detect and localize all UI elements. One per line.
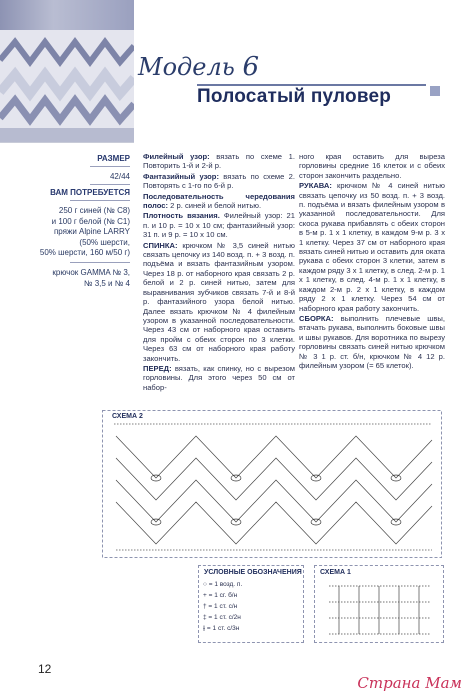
paragraph-text: вязать, как спинку, но с вырезом горловины. Для этого через 50 см от набор- (143, 363, 295, 392)
material-line: (50% шерсти, (79, 237, 130, 247)
chain-symbol-icon: ○ (203, 581, 209, 588)
hook-list (14, 268, 130, 289)
legend-item: ‡ = 1 ст. с/2н (203, 614, 241, 621)
dtr-symbol-icon: ⫲ (203, 625, 207, 632)
legend-title: УСЛОВНЫЕ ОБОЗНАЧЕНИЯ (204, 569, 302, 576)
paragraph-text: ного края оставить для выреза горловины средние 16 клеток и с обеих сторон закончить раздельно. (299, 152, 445, 180)
model-number: 6 (242, 52, 259, 82)
paragraph (143, 152, 295, 171)
scheme-2-diagram (102, 406, 442, 558)
paragraph-lead: Фантазийный узор: (143, 171, 219, 181)
paragraph-lead: СБОРКА: (299, 313, 334, 323)
pattern-photo (0, 0, 134, 142)
material-line: 50% шерсти, 160 м/50 г) (39, 248, 130, 257)
watermark-logo: Страна Мам (357, 674, 462, 692)
size-divider (90, 166, 130, 167)
paragraph (299, 152, 445, 180)
photo-divider (0, 142, 134, 143)
page-number: 12 (38, 662, 52, 676)
hook-line: крючок GAMMA № 3, (52, 268, 130, 277)
paragraph (143, 211, 295, 239)
paragraph-text: вязать по схеме 1. Повторить 1-й и 2-й р. (143, 152, 295, 171)
paragraph-text: крючком № 3,5 синей нитью связать цепочку из 140 возд. п. + 3 возд. п. подъёма и вязать фантазийным узором. Через 18 р. от наборного края связать 2 р. белой и 2 р. синей нитью, затем для выравнивания зубчиков связать 7-й и 8-й р. фантазийного узора белой нитью. Далее вязать крючком № 4 филейным узором в указанной последовательности. Через 43 см от наборного края оставить для пройм с обеих сторон по 3 клетки. Через 63 см от наборного края работу закончить. (143, 240, 295, 363)
paragraph-text: выполнить плечевые швы, втачать рукава, выполнить боковые швы и швы рукавов. Для воротника по вырезу горловины связать синей нитью крючком № 3 1 р. ст. б/н, крючком № 4 12 р. филейным узором (= 65 клеток). (299, 313, 445, 370)
need-divider-top (90, 184, 130, 185)
paragraph-lead: ПЕРЕД: (143, 363, 172, 373)
scheme-1-diagram (315, 566, 443, 642)
page-title: Полосатый пуловер (197, 86, 392, 107)
paragraph-lead: СПИНКА: (143, 240, 178, 250)
hook-divider (70, 262, 130, 263)
need-divider (70, 200, 130, 201)
instructions-column-1 (143, 152, 295, 393)
size-section (14, 154, 130, 165)
legend-item: † = 1 ст. с/н (203, 603, 238, 610)
model-word: Модель (138, 53, 235, 81)
paragraph (143, 192, 295, 211)
size-value: 42/44 (109, 172, 130, 181)
paragraph (143, 241, 295, 363)
material-line: пряжи Alpine LARRY (53, 227, 130, 236)
paragraph (143, 364, 295, 392)
legend-item: ⫲ = 1 ст. с/3н (203, 625, 240, 632)
paragraph-lead: Филейный узор: (143, 152, 210, 161)
paragraph (299, 314, 445, 370)
scheme-2-label: СХЕМА 2 (112, 413, 143, 420)
size-heading: РАЗМЕР (97, 154, 130, 163)
material-line: и 100 г белой (№ C1) (51, 216, 130, 226)
paragraph-text: Филейный узор: 21 п. и 10 р. = 10 х 10 см; фантазийный узор: 31 п. и 9 р. = 10 х 10 см. (143, 211, 295, 240)
material-line: 250 г синей (№ C8) (58, 206, 130, 215)
scheme-1-chart (314, 565, 444, 643)
legend-item: ○ = 1 возд. п. (203, 581, 243, 588)
paragraph-text: 2 р. синей и белой нитью. (168, 201, 262, 211)
hook-line: № 3,5 и № 4 (83, 278, 130, 288)
paragraph-text: крючком № 4 синей нитью связать цепочку из 50 возд. п. + 3 возд. п. подъёма и вязать филейным узором в указанной последовательности. Для скоса рукава прибавлять с обеих сторон в 5-м р. 1 х 1 клетку, в каждом 9-м р. 3 х 1 клетку. Через 37 см от наборного края вязать синей нитью и оставить для оката рукава с обеих сторон 3 клетки, затем в каждом ряду 3 х 1 клетку, в след. 2-м р. 1 х 1 клетку, в след. 4-м р. 1 х 1 клетку, в каждом 2-м р. 2 х 1 клетку, в каждом ряду 2 х 1 клетку. Через 54 см от наборного края работу закончить. (299, 181, 445, 313)
instructions-column-2 (299, 152, 445, 371)
sc-symbol-icon: + (203, 592, 209, 599)
materials-list (14, 206, 130, 259)
tr-symbol-icon: ‡ (203, 614, 209, 621)
title-swatch (430, 86, 440, 96)
need-heading: ВАМ ПОТРЕБУЕТСЯ (50, 188, 130, 197)
scheme-1-label: СХЕМА 1 (320, 569, 351, 576)
dc-symbol-icon: † (203, 603, 209, 610)
paragraph (299, 181, 445, 313)
paragraph (143, 172, 295, 191)
paragraph-lead: Плотность вязания. (143, 211, 220, 221)
legend-box (198, 565, 304, 643)
paragraph-lead: Последовательность чередования полос: (143, 191, 295, 211)
paragraph-lead: РУКАВА: (299, 181, 332, 191)
scheme-2-chart (102, 406, 442, 558)
paragraph-text: вязать по схеме 2. Повторять с 1-го по 6-й р. (143, 171, 295, 191)
legend-item: + = 1 сг. б/н (203, 592, 238, 599)
